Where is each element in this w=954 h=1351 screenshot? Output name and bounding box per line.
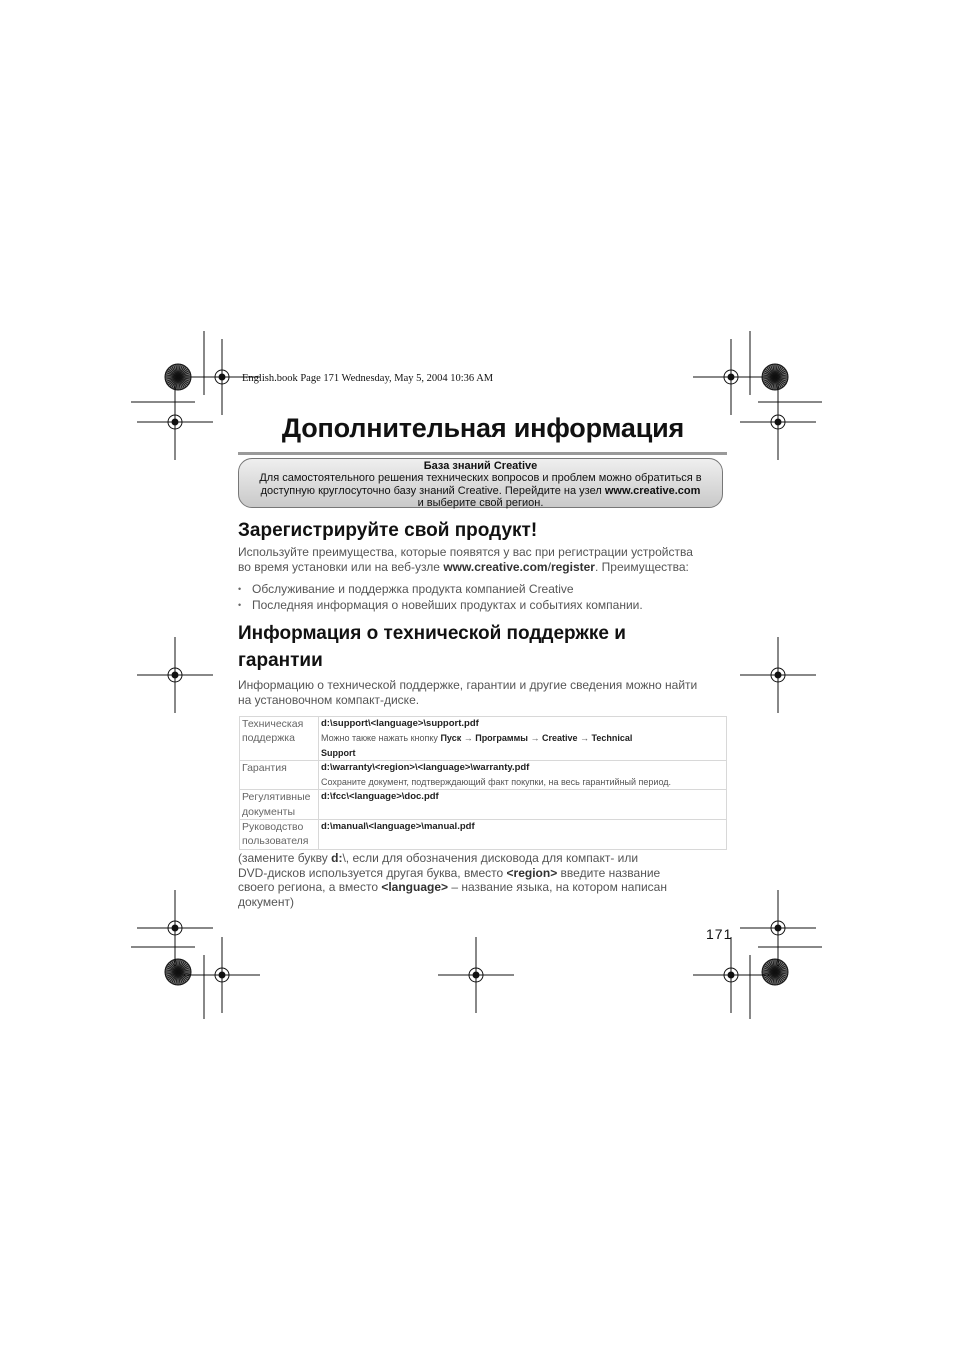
list-item: • Последняя информация о новейших продуктах и событиях компании. [238, 598, 738, 614]
table-cell-label [240, 820, 319, 850]
footnote-text: DVD-дисков используется другая буква, вместо [238, 865, 507, 880]
list-item: • Обслуживание и поддержка продукта компанией Creative [238, 582, 738, 598]
table-cell-label [240, 717, 319, 761]
support-line2: на установочном компакт-диске. [238, 692, 420, 707]
footnote-paragraph [238, 851, 738, 910]
register-link[interactable] [443, 560, 595, 574]
support-heading [238, 620, 626, 674]
footnote-line4: документ) [238, 895, 294, 910]
label-line: пользователя [242, 835, 309, 848]
footnote-line3 [238, 880, 738, 895]
knowledge-base-box [238, 458, 723, 508]
register-link-sep: / [547, 559, 551, 574]
note-text: Можно также нажать кнопку [321, 733, 441, 744]
table-cell-label [240, 790, 319, 820]
knowledge-base-title: База знаний Creative [423, 460, 538, 472]
benefits-list [238, 582, 738, 613]
label-line: поддержка [242, 732, 295, 745]
documents-table [239, 716, 727, 850]
register-link-path: register [550, 559, 595, 574]
table-row [240, 760, 727, 790]
creative-link[interactable]: www.creative.com [604, 484, 701, 497]
footnote-text: – название языка, на котором написан [448, 880, 667, 895]
footnote-line1 [238, 851, 738, 866]
support-heading-line2: гарантии [238, 650, 323, 671]
label-line: Регулятивные [242, 791, 311, 804]
language-placeholder: <language> [381, 880, 449, 895]
start-menu-item: Пуск [440, 733, 462, 744]
support-pdf-path[interactable]: d:\support\<language>\support.pdf [321, 718, 479, 729]
knowledge-base-line2 [239, 485, 722, 497]
drive-letter: d: [331, 851, 343, 865]
title-rule [238, 452, 727, 455]
footnote-text: введите название [557, 865, 661, 880]
table-cell-value [319, 790, 727, 820]
technical-menu-item: Technical [591, 733, 633, 744]
support-menu-item: Support [321, 747, 356, 758]
knowledge-base-line1: Для самостоятельного решения технических вопросов и проблем можно обратиться в [259, 472, 702, 485]
register-link-domain: www.creative.com [443, 559, 548, 574]
support-paragraph [238, 678, 738, 707]
warranty-pdf-path[interactable]: d:\warranty\<region>\<language>\warranty.pdf [321, 761, 530, 773]
programs-menu-item: Программы [475, 733, 528, 744]
starburst-icon [165, 959, 191, 985]
starburst-icon [762, 959, 788, 985]
label-line: Техническая [242, 718, 304, 730]
manual-pdf-path[interactable]: d:\manual\<language>\manual.pdf [321, 821, 475, 833]
footnote-line2 [238, 866, 738, 881]
label-line: Руководство [242, 821, 304, 834]
support-note-line2 [321, 746, 724, 760]
page-title: Дополнительная информация [281, 413, 685, 443]
register-line2-text: во время установки или на веб-узле [238, 559, 444, 574]
support-line1: Информацию о технической поддержке, гарантии и другие сведения можно найти [238, 678, 698, 692]
support-heading-line1: Информация о технической поддержке и [238, 623, 626, 644]
arrow-icon: → [461, 733, 476, 744]
table-cell-value [319, 717, 727, 761]
regulatory-pdf-path[interactable]: d:\fcc\<language>\doc.pdf [321, 791, 439, 803]
knowledge-base-line3: и выберите свой регион. [417, 496, 544, 509]
table-cell-label: Гарантия [240, 760, 319, 790]
warranty-note: Сохраните документ, подтверждающий факт покупки, на весь гарантийный период. [321, 777, 672, 788]
arrow-icon: → [527, 733, 542, 744]
kb-line2-text: доступную круглосуточно базу знаний Creative. Перейдите на узел [260, 484, 605, 497]
print-header-line: English.book Page 171 Wednesday, May 5, 2004 10:36 AM [242, 373, 494, 384]
table-row [240, 820, 727, 850]
table-cell-value [319, 760, 727, 790]
register-paragraph [238, 545, 738, 574]
register-heading: Зарегистрируйте свой продукт! [238, 520, 538, 541]
arrow-icon: → [577, 733, 592, 744]
register-line1: Используйте преимущества, которые появятся у вас при регистрации устройства [238, 545, 693, 559]
footnote-text: своего региона, а вместо [238, 880, 382, 895]
register-line2-end: . Преимущества: [594, 559, 689, 574]
page-number: 171 [706, 926, 733, 942]
table-cell-value [319, 820, 727, 850]
table-row [240, 790, 727, 820]
table-row [240, 717, 727, 761]
footnote-text: (замените букву [238, 851, 332, 865]
support-note [321, 731, 724, 745]
creative-menu-item: Creative [541, 733, 578, 744]
label-line: документы [242, 805, 296, 818]
region-placeholder: <region> [506, 865, 558, 880]
footnote-text: \, если для обозначения дисковода для компакт- или [342, 851, 639, 865]
register-line2 [238, 560, 738, 575]
